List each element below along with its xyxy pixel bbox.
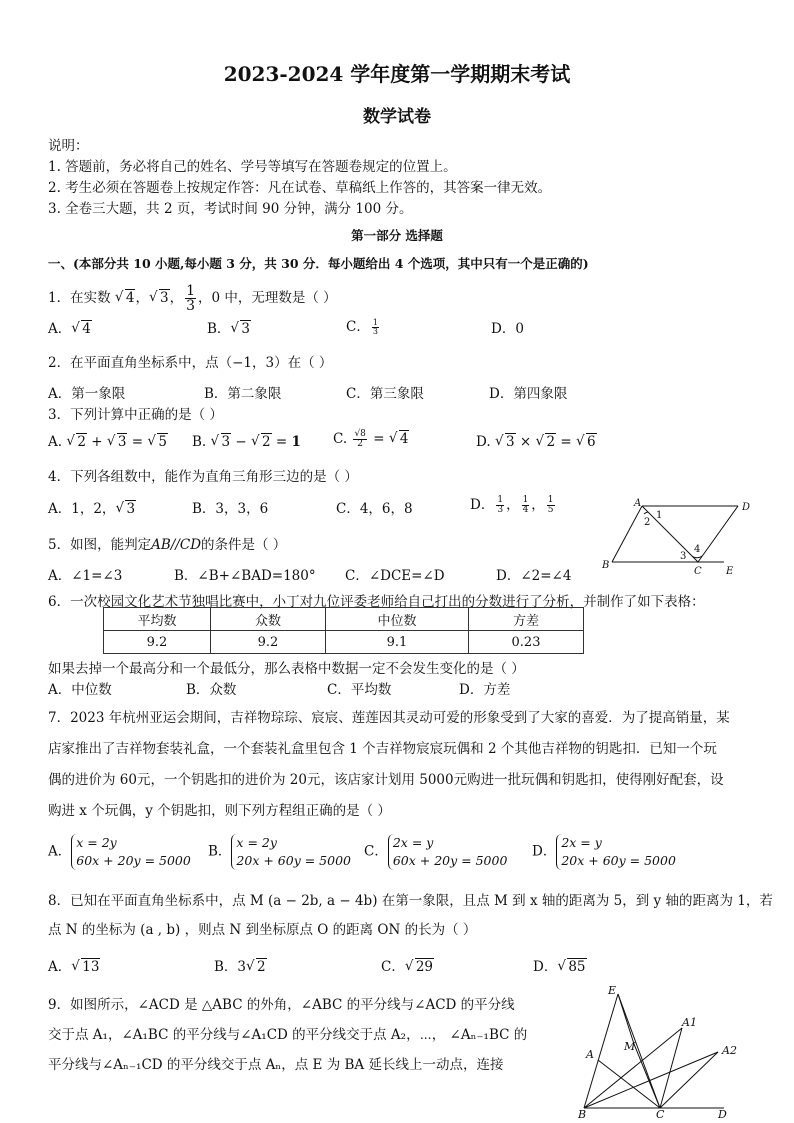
q3-option-c-label: C. <box>333 431 348 447</box>
table-row-values <box>104 631 584 654</box>
question-7-line-2: 店家推出了吉祥物套装礼盒，一个套装礼盒里包含 1 个吉祥物宸宸玩偶和 2 个其他吉祥物的钥匙扣．已知一个玩 <box>48 741 717 757</box>
q4-option-d[interactable]: D． $\frac{1}{3}$ ， $\frac{1}{4}$ ， $\frac{1}{5}$ <box>470 495 554 515</box>
question-6-question: 如果去掉一个最高分和一个最低分，那么表格中数据一定不会发生变化的是（ ） <box>48 661 525 677</box>
question-6-stem: 6．一次校园文化艺术节独唱比赛中，小丁对九位评委老师给自己打出的分数进行了分析，并制作了如下表格： <box>48 594 705 610</box>
q7-option-d-label: D． <box>532 843 557 860</box>
q7-option-b[interactable] <box>208 834 351 870</box>
math-frac-1-3: $\frac{1}{3}$ <box>497 495 504 515</box>
q6-option-a[interactable]: A．中位数 <box>48 682 112 698</box>
question-9-line-1: 9．如图所示，∠ACD 是 △ABC 的外角，∠ABC 的平分线与∠ACD 的平分线 <box>48 997 515 1013</box>
math-sqrt-3: √ 3 <box>107 434 128 450</box>
math-sqrt-3: √ 3 <box>495 434 516 450</box>
question-2-stem: 2．在平面直角坐标系中，点（−1，3）在（ ） <box>48 355 333 371</box>
fig9-label-B: B <box>578 1108 587 1120</box>
question-9-line-3: 平分线与∠Aₙ₋₁CD 的平分线交于点 Aₙ，点 E 为 BA 延长线上一动点，连接 <box>48 1057 504 1073</box>
table-header-variance: 方差 <box>469 608 584 631</box>
math-sqrt-13: √ 13 <box>71 959 100 975</box>
q5-option-b[interactable]: B．∠B+∠BAD=180° <box>174 568 316 584</box>
q7-a-eq1: x = 2y <box>76 835 117 850</box>
q8-option-d-label: D． <box>533 959 558 975</box>
angle-arc-2 <box>644 512 648 514</box>
question-3-stem: 3．下列计算中正确的是（ ） <box>48 407 223 423</box>
q7-b-eq1: x = 2y <box>236 835 277 850</box>
segment-A2C <box>660 1052 718 1108</box>
q3-option-c[interactable]: C. $\frac{√8}{2}$ = √ 4 <box>333 430 409 449</box>
q3-option-a-label: A. <box>48 434 63 450</box>
instruction-item-1: 1. 答题前，务必将自己的姓名、学号等填写在答题卷规定的位置上。 <box>48 159 457 175</box>
instruction-item-3: 3. 全卷三大题，共 2 页，考试时间 90 分钟，满分 100 分。 <box>48 201 413 217</box>
equation-system-d <box>556 834 676 870</box>
math-sqrt-3: √ 3 <box>149 290 170 306</box>
instruction-item-2: 2. 考生必须在答题卷上按规定作答：凡在试卷、草稿纸上作答的，其答案一律无效。 <box>48 180 552 196</box>
exam-title: 2023-2024 学年度第一学期期末考试 <box>223 62 571 86</box>
fig9-label-A: A <box>586 1048 594 1061</box>
math-sqrt-4: √ 4 <box>389 431 410 447</box>
fig9-label-A2: A2 <box>722 1044 737 1057</box>
segment-AC <box>642 506 701 562</box>
math-sqrt-6: √ 6 <box>576 434 597 450</box>
table-header-mode: 众数 <box>211 608 326 631</box>
math-frac-sqrt8-2: $\frac{√8}{2}$ <box>354 429 366 449</box>
q8-option-a[interactable] <box>48 955 100 975</box>
q6-option-c[interactable]: C．平均数 <box>327 682 392 698</box>
fig-angle-3: 3 <box>680 551 687 562</box>
segment-AB <box>612 506 642 562</box>
angle-bisector-figure <box>578 980 748 1120</box>
q4-option-a[interactable] <box>48 497 136 517</box>
q1-option-b[interactable] <box>207 317 251 337</box>
math-frac-1-4: $\frac{1}{4}$ <box>522 495 529 515</box>
question-7-line-4: 购进 x 个玩偶，y 个钥匙扣，则下列方程组正确的是（ ） <box>48 803 391 819</box>
q7-c-eq1: 2x = y <box>392 835 434 850</box>
segment-DC <box>698 506 738 562</box>
q1-stem-b: ，0 中，无理数是（ ） <box>198 290 337 306</box>
q1-option-c-label: C． <box>346 319 370 335</box>
q2-option-a[interactable]: A．第一象限 <box>48 386 126 402</box>
q4-option-a-label: A．1，2， <box>48 501 116 517</box>
exam-subtitle: 数学试卷 <box>363 107 431 127</box>
table-cell-mean: 9.2 <box>104 631 211 654</box>
fig-label-B: B <box>602 560 610 571</box>
q1-option-c[interactable] <box>346 315 381 336</box>
fig9-label-D: D <box>718 1108 727 1120</box>
math-sqrt-4-a: √ 4 <box>71 321 92 337</box>
question-7-line-1: 7．2023 年杭州亚运会期间，吉祥物琮琮、宸宸、莲莲因其灵动可爱的形象受到了大家的喜爱．为了提高销量，某 <box>48 710 730 726</box>
q5-stem-a: 5．如图，能判定 <box>48 537 152 553</box>
q2-option-c[interactable]: C．第三象限 <box>346 386 424 402</box>
fig-angle-4: 4 <box>694 544 701 555</box>
q3-option-b-label: B. <box>192 434 207 450</box>
fig-label-A: A <box>634 498 642 509</box>
q5-stem-b: 的条件是（ ） <box>201 537 287 553</box>
fig-label-E: E <box>726 566 734 577</box>
question-9-line-2: 交于点 A₁，∠A₁BC 的平分线与∠A₁CD 的平分线交于点 A₂，⋯， ∠Aₙ₋₁BC 的 <box>48 1027 528 1043</box>
math-sqrt-3: √ 3 <box>115 501 136 517</box>
q7-option-a-label: A． <box>48 843 72 860</box>
math-sqrt-29: √ 29 <box>405 959 434 975</box>
q5-option-c[interactable]: C．∠DCE=∠D <box>345 568 445 584</box>
q8-option-b[interactable]: B．3√ 2 <box>214 955 267 975</box>
question-7-line-3: 偶的进价为 60元，一个钥匙扣的进价为 20元，该店家计划用 5000元购进一批玩偶和钥匙扣，使得刚好配套，设 <box>48 772 724 788</box>
q7-option-c-label: C． <box>364 843 388 860</box>
table-cell-mode: 9.2 <box>211 631 326 654</box>
q2-option-d[interactable]: D．第四象限 <box>489 386 568 402</box>
q3-option-d[interactable]: D. √ 3 × √ 2 = √ 6 <box>476 434 597 450</box>
q7-a-eq2: 60x + 20y = 5000 <box>76 853 191 868</box>
q8-option-d[interactable] <box>533 955 587 975</box>
question-4-stem: 4．下列各组数中，能作为直角三角形三边的是（ ） <box>48 469 358 485</box>
q5-option-a[interactable]: A．∠1=∠3 <box>48 568 123 584</box>
table-cell-variance: 0.23 <box>469 631 584 654</box>
fig-label-C: C <box>694 566 702 577</box>
q6-option-d[interactable]: D．方差 <box>459 682 511 698</box>
fig9-label-E: E <box>608 984 617 997</box>
math-frac-1-5: $\frac{1}{5}$ <box>547 495 554 515</box>
table-header-median: 中位数 <box>326 608 469 631</box>
fig-angle-2: 2 <box>644 517 651 528</box>
segment-EM <box>618 994 634 1044</box>
q8-option-a-label: A． <box>48 959 72 975</box>
math-sqrt-2: √ 2 <box>251 434 272 450</box>
q1-option-a[interactable] <box>48 317 92 337</box>
equation-system-a <box>71 834 191 870</box>
equation-system-c <box>388 834 508 870</box>
math-sqrt-3-b: √ 3 <box>230 321 251 337</box>
table-header-mean: 平均数 <box>104 608 211 631</box>
q1-option-a-label: A． <box>48 321 72 337</box>
q4-option-b[interactable]: B．3，3，6 <box>192 501 269 517</box>
q8-option-c[interactable] <box>381 955 434 975</box>
question-8-line-1: 8．已知在平面直角坐标系中，点 M (a − 2b, a − 4b) 在第一象限，且点 M 到 x 轴的距离为 5，到 y 轴的距离为 1，若 <box>48 893 773 909</box>
q1-option-b-label: B． <box>207 321 231 337</box>
q7-d-eq2: 20x + 60y = 5000 <box>561 853 676 868</box>
math-sqrt-2: √ 2 <box>246 959 267 975</box>
statistics-table <box>103 607 584 654</box>
equation-system-b <box>231 834 351 870</box>
angle-arc-4 <box>692 556 702 558</box>
math-frac-1-3: $\frac{1}{3}$ <box>186 283 195 314</box>
q7-option-d[interactable] <box>532 834 676 870</box>
q4-option-d-label: D． <box>470 497 495 513</box>
q1-option-d[interactable]: D．0 <box>491 321 524 337</box>
fig-angle-1: 1 <box>656 510 663 521</box>
table-cell-median: 9.1 <box>326 631 469 654</box>
math-sqrt-2: √ 2 <box>66 434 87 450</box>
q3-option-b[interactable]: B. √ 3 − √ 2 = 1 <box>192 434 301 450</box>
q7-b-eq2: 20x + 60y = 5000 <box>236 853 351 868</box>
instructions-heading: 说明： <box>48 138 89 154</box>
q7-d-eq1: 2x = y <box>561 835 602 850</box>
question-5-stem <box>48 533 286 553</box>
fig9-label-M: M <box>624 1040 636 1053</box>
segment-BA2 <box>584 1052 718 1108</box>
q1-stem-a: 1．在实数 <box>48 290 111 306</box>
table-row-header <box>104 608 584 631</box>
fig9-label-A1: A1 <box>682 1016 697 1029</box>
fig-label-D: D <box>742 502 751 513</box>
q7-option-c[interactable] <box>364 834 507 870</box>
math-sqrt-85: √ 85 <box>557 959 586 975</box>
section-title: 第一部分 选择题 <box>351 228 443 243</box>
question-1-stem: 1．在实数 √ 4，√ 3， $\frac{1}{3}$ ，0 中，无理数是（ ） <box>48 284 337 313</box>
q6-option-b[interactable]: B．众数 <box>186 682 237 698</box>
q8-option-c-label: C． <box>381 959 405 975</box>
question-8-line-2: 点 N 的坐标为 (a , b) ，则点 N 到坐标原点 O 的距离 ON 的长为（ ） <box>48 922 477 938</box>
math-sqrt-2: √ 2 <box>535 434 556 450</box>
q3-option-a[interactable]: A. √ 2 + √ 3 = √ 5 <box>48 434 168 450</box>
q5-stem-math: AB//CD <box>151 537 202 553</box>
q8-option-b-label: B． <box>214 959 238 975</box>
math-frac-1-3-c: $\frac{1}{3}$ <box>372 318 378 336</box>
q7-c-eq2: 60x + 20y = 5000 <box>392 853 508 868</box>
section-intro: 一、(本部分共 10 小题,每小题 3 分，共 30 分．每小题给出 4 个选项，其中只有一个是正确的) <box>48 256 589 271</box>
parallelogram-figure <box>598 496 758 578</box>
q5-option-d[interactable]: D．∠2=∠4 <box>496 568 572 584</box>
math-sqrt-3: √ 3 <box>211 434 232 450</box>
q7-option-b-label: B． <box>208 843 232 860</box>
q3-option-d-label: D. <box>476 434 491 450</box>
q2-option-b[interactable]: B．第二象限 <box>204 386 282 402</box>
q4-option-c[interactable]: C．4，6，8 <box>336 501 413 517</box>
q7-option-a[interactable] <box>48 834 191 870</box>
math-sqrt-4: √ 4 <box>115 290 136 306</box>
fig9-label-C: C <box>656 1108 665 1120</box>
math-sqrt-5: √ 5 <box>147 434 168 450</box>
